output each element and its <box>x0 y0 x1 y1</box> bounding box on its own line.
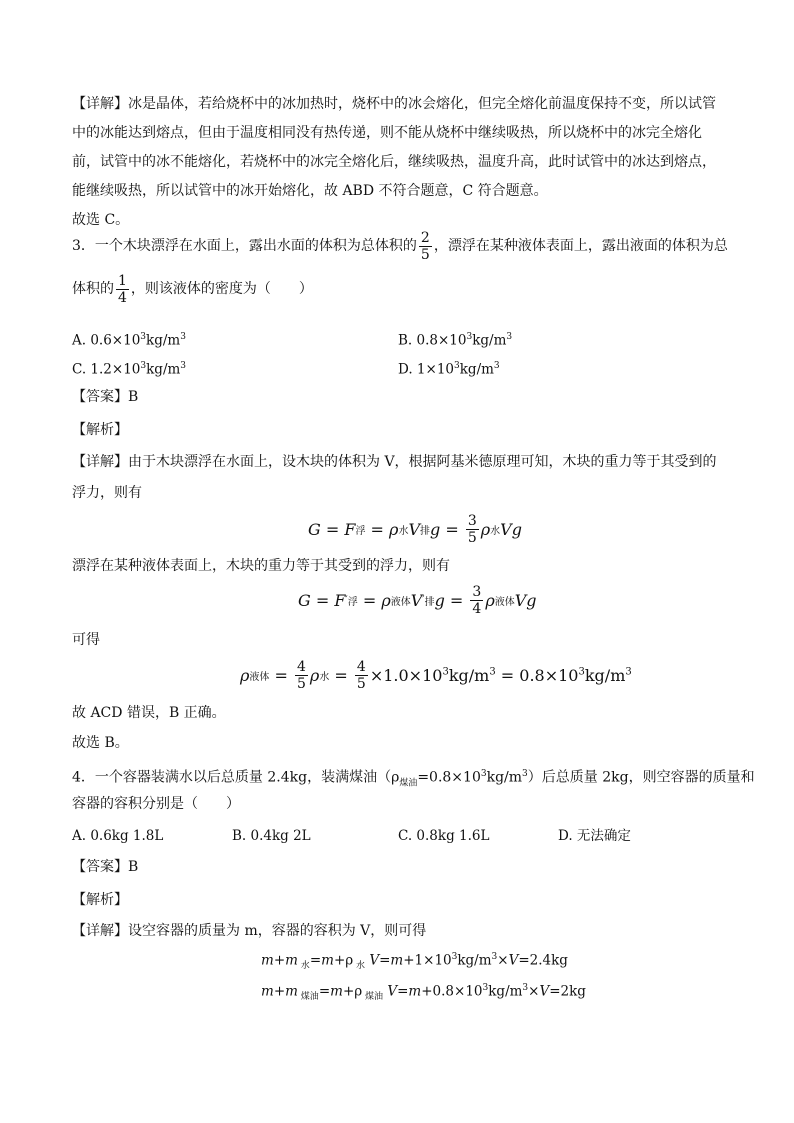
q3-option-b: B. $0.8\times 10^3kg/m^3$ <box>398 332 513 349</box>
q4-stem-line-1: 4．一个容器装满水以后总质量 2.4kg，装满煤油$(\rho_{煤油}=0.8\times 10^3kg/m^3)$后总质量 2kg，则空容器的质量和 <box>72 769 755 789</box>
q3-option-c: C. $1.2\times 10^3kg/m^3$ <box>72 361 187 378</box>
q4-equation-kerosene: m+m $_{煤油}$=m+ρ $_{煤油}$ $V=m+0.8\times 10^3kg/m^3\times V=2kg$ <box>261 983 586 1003</box>
q3-stem-text-c: 体积的 <box>72 281 114 297</box>
detail-line-4: 能继续吸热，所以试管中的冰开始熔化，故 ABD 不符合题意，C 符合题意。 <box>72 183 548 199</box>
q4-answer: 【答案】B <box>72 859 139 875</box>
q3-detail-line-5: 故 ACD 错误，B 正确。 <box>72 705 226 721</box>
q3-stem-line-2 <box>72 270 313 308</box>
q4-option-a: A. 0.6kg 1.8L <box>72 828 164 844</box>
q3-stem-text-b: ，漂浮在某种液体表面上，露出液面的体积为总 <box>433 238 728 254</box>
q4-option-c: C. 0.8kg 1.6L <box>398 828 490 844</box>
fraction-one-fourth: $\frac{1}{4}$ <box>118 272 127 306</box>
q4-stem-line-2: 容器的容积分别是（ ） <box>72 796 240 812</box>
q4-option-d: D. 无法确定 <box>558 828 631 844</box>
formula-liquid-density: ρ 液体 = $\frac{4}{5}$ ρ 水 = $\frac{4}{5}$ $\times 1.0\times 10^3kg/m^3 = 0.8\times 10^3kg/m^3$ <box>240 658 632 692</box>
formula-buoyancy-water: G = F 浮 = ρ 水 V 排 g = $\frac{3}{5}$ ρ 水 Vg <box>308 512 522 546</box>
q3-detail-line-2: 浮力，则有 <box>72 485 142 501</box>
q3-analysis-heading: 【解析】 <box>72 422 128 438</box>
detail-line-2: 中的冰能达到熔点，但由于温度相同没有热传递，则不能从烧杯中继续吸热，所以烧杯中的冰完全熔化 <box>72 125 702 141</box>
q4-analysis-heading: 【解析】 <box>72 892 128 908</box>
q3-detail-line-3: 漂浮在某种液体表面上，木块的重力等于其受到的浮力，则有 <box>72 558 450 574</box>
q3-answer: 【答案】B <box>72 389 139 405</box>
q3-option-d: D. $1\times 10^3kg/m^3$ <box>398 361 500 378</box>
detail-line-3: 前，试管中的冰不能熔化，若烧杯中的冰完全熔化后，继续吸热，温度升高，此时试管中的冰达到熔点， <box>72 154 716 170</box>
formula-buoyancy-liquid: G = F ′ 浮 = ρ 液体 V ′ 排 g = $\frac{3}{4}$ ρ 液体 Vg <box>298 583 537 617</box>
q3-stem-text-d: ，则该液体的密度为（ ） <box>130 281 313 297</box>
q4-detail-line-1: 【详解】设空容器的质量为 m，容器的容积为 V，则可得 <box>72 923 427 939</box>
q3-detail-line-4: 可得 <box>72 632 100 648</box>
q3-stem-text-a: 3．一个木块漂浮在水面上，露出水面的体积为总体积的 <box>72 238 417 254</box>
q4-option-b: B. 0.4kg 2L <box>232 828 311 844</box>
q4-equation-water: m+m $_水$=m+ρ $_水$ $V=m+1\times 10^3kg/m^3\times V=2.4kg$ <box>261 952 568 972</box>
fraction-two-fifths: $\frac{2}{5}$ <box>420 229 430 263</box>
choice-line: 故选 C。 <box>72 212 130 228</box>
q3-option-a: A. $0.6\times 10^3kg/m^3$ <box>72 332 186 349</box>
detail-line-1: 【详解】冰是晶体，若给烧杯中的冰加热时，烧杯中的冰会熔化，但完全熔化前温度保持不变，所以试管 <box>72 96 716 112</box>
q3-detail-line-1: 【详解】由于木块漂浮在水面上，设木块的体积为 V，根据阿基米德原理可知，木块的重力等于其受到的 <box>72 454 717 470</box>
q3-detail-line-6: 故选 B。 <box>72 735 129 751</box>
q3-stem-line-1 <box>72 227 728 265</box>
